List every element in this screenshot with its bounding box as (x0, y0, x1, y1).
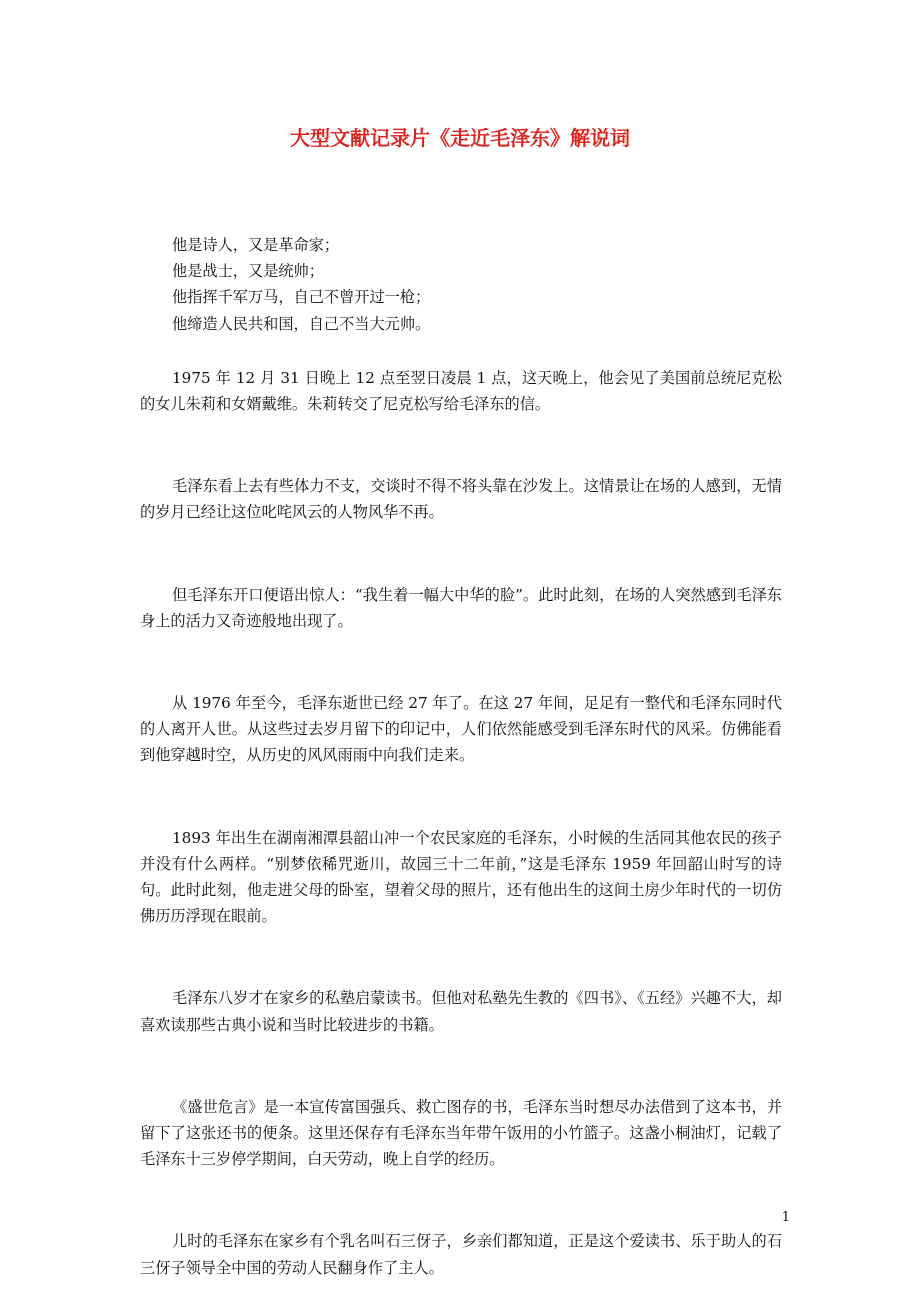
document-body (140, 232, 782, 1281)
paragraph: 毛泽东看上去有些体力不支，交谈时不得不将头靠在沙发上。这情景让在场的人感到，无情的岁月已经让这位叱咤风云的人物风华不再。 (140, 477, 782, 522)
poem-line: 他是战士，又是统帅； (172, 262, 324, 281)
paragraph: 从 1976 年至今，毛泽东逝世已经 27 年了。在这 27 年间，足足有一整代和毛泽东同时代的人离开人世。从这些过去岁月留下的印记中，人们依然能感受到毛泽东时代的风采。仿佛能看到他穿越时空，从历史的风风雨雨中向我们走来。 (140, 694, 782, 765)
poem-line: 他指挥千军万马，自己不曾开过一枪； (172, 288, 431, 307)
opening-poem (140, 232, 782, 337)
paragraph: 毛泽东八岁才在家乡的私塾启蒙读书。但他对私塾先生教的《四书》、《五经》兴趣不大，却喜欢读那些古典小说和当时比较进步的书籍。 (140, 989, 782, 1034)
paragraph: 儿时的毛泽东在家乡有个乳名叫石三伢子，乡亲们都知道，正是这个爱读书、乐于助人的石三伢子领导全中国的劳动人民翻身作了主人。 (140, 1232, 782, 1277)
paragraph: 但毛泽东开口便语出惊人：“我生着一幅大中华的脸”。此时此刻，在场的人突然感到毛泽东身上的活力又奇迹般地出现了。 (140, 585, 782, 630)
paragraph: 1893 年出生在湖南湘潭县韶山冲一个农民家庭的毛泽东，小时候的生活同其他农民的孩子并没有什么两样。“别梦依稀咒逝川，故园三十二年前，”这是毛泽东 1959 年回韶山时写的诗句。此时此刻，他走进父母的卧室，望着父母的照片，还有他出生的这间土房少年时代的一切仿佛历历浮现在眼前。 (140, 828, 782, 926)
poem-line: 他缔造人民共和国，自己不当大元帅。 (172, 314, 431, 333)
poem-line: 他是诗人，又是革命家； (172, 236, 340, 254)
document-title: 大型文献记录片《走近毛泽东》解说词 (290, 126, 630, 150)
paragraph: 1975 年 12 月 31 日晚上 12 点至翌日凌晨 1 点，这天晚上，他会见了美国前总统尼克松的女儿朱莉和女婿戴维。朱莉转交了尼克松写给毛泽东的信。 (140, 368, 782, 414)
paragraph: 《盛世危言》是一本宣传富国强兵、救亡图存的书，毛泽东当时想尽办法借到了这本书，并留下了这张还书的便条。这里还保存有毛泽东当年带午饭用的小竹篮子。这盏小桐油灯，记载了毛泽东十三岁停学期间，白天劳动，晚上自学的经历。 (140, 1097, 782, 1169)
page-number: 1 (781, 1210, 790, 1225)
